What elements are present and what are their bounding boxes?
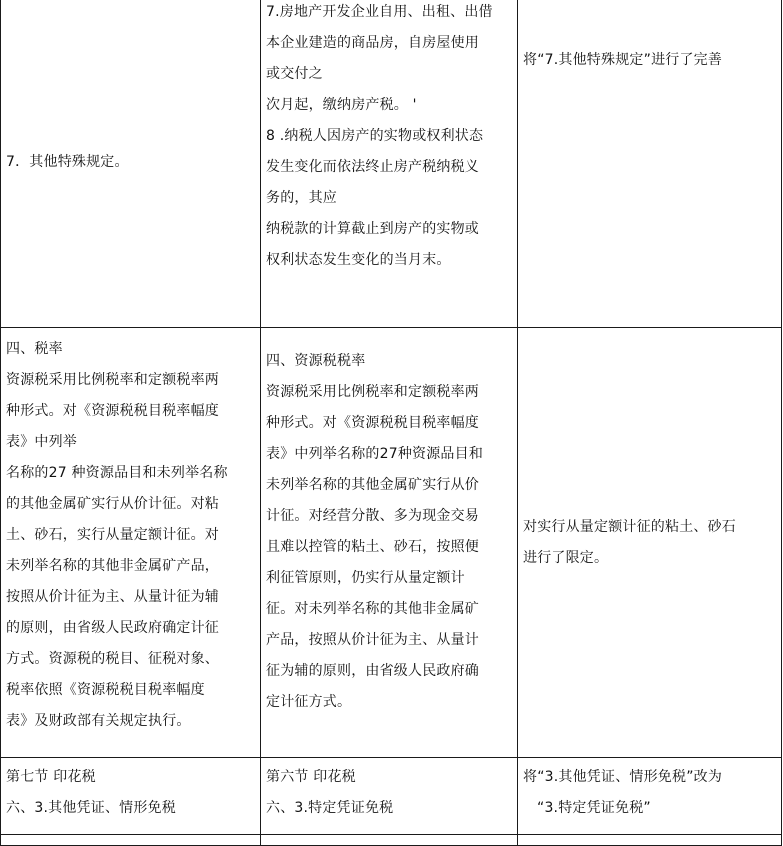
cell-line: 或交付之 — [266, 66, 323, 82]
cell-line: 表》中列举名称的27种资源品目和 — [266, 446, 484, 462]
cell-line: 土、砂石，实行从量定额计征。对 — [6, 527, 219, 543]
cell-line: 税率依照《资源税税目税率幅度 — [6, 682, 205, 698]
cell-line: 资源税采用比例税率和定额税率两 — [6, 372, 219, 388]
cell-line: 进行了限定。 — [523, 549, 609, 566]
table-row — [1, 0, 782, 328]
cell-line: 第六节 印花税 — [266, 769, 356, 785]
table-row — [1, 328, 782, 758]
cell-line: 务的，其应 — [266, 190, 337, 206]
cell-line: 定计征方式。 — [266, 694, 352, 710]
table-row — [1, 835, 782, 846]
cell-line: 征为辅的原则，由省级人民政府确 — [266, 663, 479, 679]
old-provision-cell — [1, 328, 261, 758]
cell-line: 四、资源税税率 — [266, 353, 366, 369]
old-provision-cell — [1, 835, 261, 846]
cell-line: 名称的27 种资源品目和未列举名称 — [6, 465, 228, 481]
cell-line: 六、3.其他凭证、情形免税 — [6, 800, 176, 816]
cell-line: 纳税款的计算截止到房产的实物或 — [266, 221, 479, 237]
change-note-cell — [518, 835, 782, 846]
cell-line: 且难以控管的粘土、砂石，按照便 — [266, 539, 479, 555]
cell-line: 8 .纳税人因房产的实物或权利状态 — [266, 128, 484, 144]
cell-line: 本企业建造的商品房，自房屋使用 — [266, 35, 479, 51]
cell-line: 产品，按照从价计征为主、从量计 — [266, 632, 479, 648]
old-provision-cell — [1, 0, 261, 328]
cell-line: 六、3.特定凭证免税 — [266, 800, 394, 816]
cell-line: “3.特定凭证免税” — [537, 800, 651, 816]
change-note-cell — [518, 0, 782, 328]
cell-line: 发生变化而依法终止房产税纳税义 — [266, 159, 479, 175]
cell-line: 按照从价计征为主、从量计征为辅 — [6, 589, 219, 605]
cell-line: 种形式。对《资源税税目税率幅度 — [6, 403, 219, 419]
cell-line: 未列举名称的其他金属矿实行从价 — [266, 477, 479, 493]
cell-line: 权利状态发生变化的当月末。 — [266, 252, 451, 268]
old-provision-cell — [1, 758, 261, 835]
cell-line: 第七节 印花税 — [6, 769, 96, 785]
cell-line: 对实行从量定额计征的粘土、砂石 — [523, 518, 736, 535]
cell-line: 的其他金属矿实行从价计征。对粘 — [6, 496, 219, 512]
cell-line: 7．其他特殊规定。 — [6, 153, 129, 170]
new-provision-cell — [261, 0, 518, 328]
cell-line: 利征管原则，仍实行从量定额计 — [266, 570, 465, 586]
cell-line: 7.房地产开发企业自用、出租、出借 — [266, 4, 493, 20]
cell-line: 未列举名称的其他非金属矿产品， — [6, 558, 219, 574]
cell-line: 征。对未列举名称的其他非金属矿 — [266, 601, 479, 617]
cell-line: 资源税采用比例税率和定额税率两 — [266, 384, 479, 400]
cell-line: 四、税率 — [6, 341, 63, 357]
table-row — [1, 758, 782, 835]
change-note-cell — [518, 328, 782, 758]
cell-line: 将“7.其他特殊规定”进行了完善 — [523, 52, 723, 68]
change-note-cell — [518, 758, 782, 835]
cell-line: 将“3.其他凭证、情形免税”改为 — [523, 769, 723, 785]
cell-line: 种形式。对《资源税税目税率幅度 — [266, 415, 479, 431]
cell-line: 的原则，由省级人民政府确定计征 — [6, 620, 219, 636]
cell-line: 表》及财政部有关规定执行。 — [6, 713, 191, 729]
new-provision-cell — [261, 835, 518, 846]
cell-line: 次月起，缴纳房产税。 ' — [266, 97, 417, 113]
new-provision-cell — [261, 328, 518, 758]
cell-line: 计征。对经营分散、多为现金交易 — [266, 508, 479, 524]
cell-line: 方式。资源税的税目、征税对象、 — [6, 651, 219, 667]
new-provision-cell — [261, 758, 518, 835]
cell-line: 表》中列举 — [6, 434, 77, 450]
